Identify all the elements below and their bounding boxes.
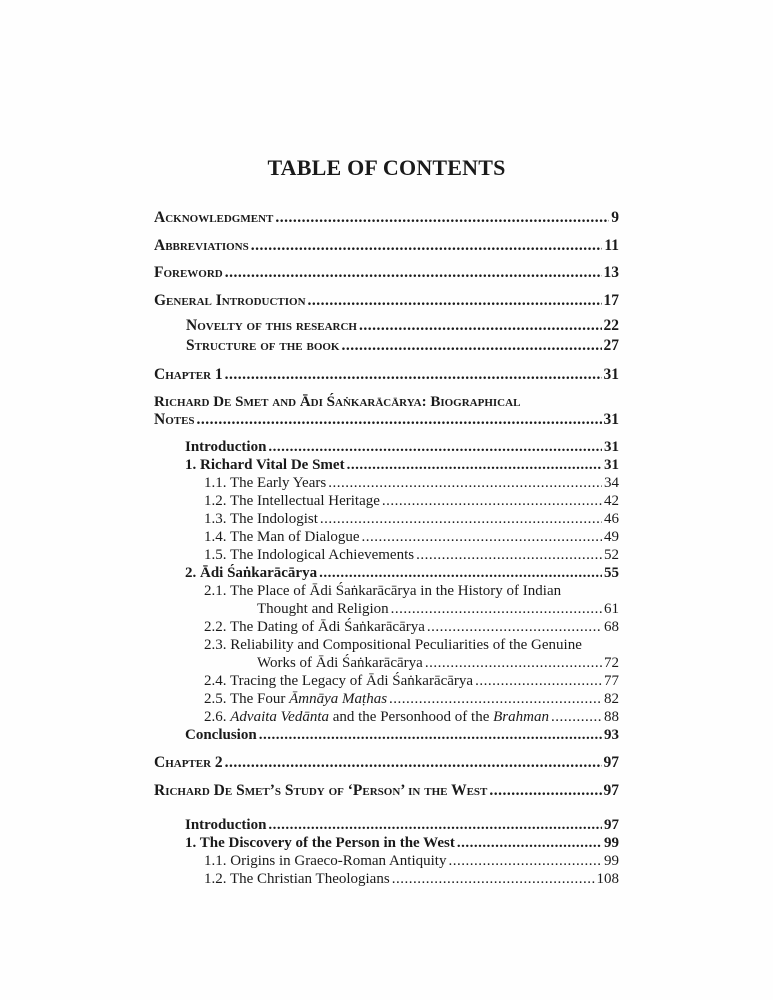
toc-page-number: 97 (603, 754, 619, 771)
dot-leader (308, 292, 602, 310)
toc-entry-ch1-2-1[interactable] (257, 600, 619, 618)
toc-entry-part-2[interactable] (154, 782, 619, 800)
toc-entry-ch1-2-1-line1[interactable]: 2.1. The Place of Ādi Śaṅkarācārya in the History of Indian (204, 583, 562, 599)
toc-page-number: 61 (604, 601, 619, 617)
toc-page-number: 42 (604, 493, 619, 509)
toc-label: Chapter 1 (154, 366, 223, 383)
toc-entry-ch1-2-6[interactable] (204, 708, 619, 726)
toc-page-number: 22 (603, 317, 619, 334)
toc-entry-ch1-1-2[interactable] (204, 492, 619, 510)
dot-leader (382, 492, 602, 510)
toc-label: Conclusion (185, 727, 257, 743)
toc-label: 1.1. Origins in Graeco-Roman Antiquity (204, 853, 447, 869)
toc-page-number: 31 (604, 439, 619, 455)
toc-page-number: 77 (604, 673, 619, 689)
toc-page-number: 9 (611, 209, 619, 226)
toc-page-number: 93 (604, 727, 619, 743)
dot-leader (457, 834, 602, 852)
toc-label: Richard De Smet’s Study of ‘Person’ in the West (154, 782, 488, 799)
toc-entry-ch2-section-1[interactable] (185, 834, 619, 852)
toc-label: 1. Richard Vital De Smet (185, 457, 345, 473)
dot-leader (197, 411, 602, 429)
toc-label: Structure of the book (186, 337, 340, 354)
dot-leader (320, 510, 602, 528)
toc-page-number: 13 (603, 264, 619, 281)
toc-page-number: 31 (604, 457, 619, 473)
toc-label: Acknowledgment (154, 209, 274, 226)
toc-label: 1.2. The Christian Theologians (204, 871, 390, 887)
dot-leader (551, 708, 602, 726)
toc-entry-chapter-1[interactable] (154, 366, 619, 384)
toc-page-number: 17 (603, 292, 619, 309)
toc-entry-part-1[interactable] (154, 411, 619, 429)
toc-page-number: 99 (604, 835, 619, 851)
toc-page-number: 55 (604, 565, 619, 581)
toc-entry-ch2-1-2[interactable] (204, 870, 619, 888)
toc-label: Chapter 2 (154, 754, 223, 771)
toc-page-number: 49 (604, 529, 619, 545)
toc-entry-ch2-1-1[interactable] (204, 852, 619, 870)
toc-entry-ch1-1-3[interactable] (204, 510, 619, 528)
toc-entry-novelty[interactable] (186, 317, 619, 335)
toc-entry-foreword[interactable] (154, 264, 619, 282)
toc-page-number: 88 (604, 709, 619, 725)
toc-label: 1.3. The Indologist (204, 511, 318, 527)
toc-label: 2.4. Tracing the Legacy of Ādi Śaṅkarācārya (204, 673, 474, 689)
toc-page-number: 46 (604, 511, 619, 527)
dot-leader (389, 690, 602, 708)
dot-leader (328, 474, 602, 492)
toc-label: 2.2. The Dating of Ādi Śaṅkarācārya (204, 619, 425, 635)
toc-page-number: 108 (596, 871, 619, 887)
toc-entry-ch1-section-1[interactable] (185, 456, 619, 474)
dot-leader (319, 564, 602, 582)
dot-leader (425, 654, 602, 672)
toc-entry-ch1-2-3[interactable] (257, 654, 619, 672)
page-title: TABLE OF CONTENTS (267, 155, 506, 180)
toc-page-number: 31 (603, 411, 619, 428)
toc-entry-ch1-2-5[interactable] (204, 690, 619, 708)
toc-label: Foreword (154, 264, 223, 281)
toc-entry-abbreviations[interactable] (154, 237, 619, 255)
toc-label: General Introduction (154, 292, 306, 309)
toc-label: Works of Ādi Śaṅkarācārya (257, 655, 423, 671)
dot-leader (251, 237, 603, 255)
toc-entry-chapter-2[interactable] (154, 754, 619, 772)
dot-leader (359, 317, 602, 335)
toc-page-number: 31 (603, 366, 619, 383)
label-text: 2.6. (204, 709, 231, 725)
label-text: and the Personhood of the (328, 709, 494, 725)
dot-leader (362, 528, 602, 546)
dot-leader (392, 870, 595, 888)
toc-page-number: 72 (604, 655, 619, 671)
toc-entry-ch1-2-4[interactable] (204, 672, 619, 690)
toc-label: 1. The Discovery of the Person in the West (185, 835, 455, 851)
dot-leader (391, 600, 602, 618)
dot-leader (225, 754, 602, 772)
toc-label (204, 690, 387, 708)
toc-page-number: 99 (604, 853, 619, 869)
toc-entry-ch1-conclusion[interactable] (185, 726, 619, 744)
toc-label: 1.4. The Man of Dialogue (204, 529, 360, 545)
toc-label: 1.5. The Indological Achievements (204, 547, 415, 563)
toc-label: 2. Ādi Śaṅkarācārya (185, 565, 318, 581)
toc-label (204, 708, 549, 726)
toc-entry-ch1-1-1[interactable] (204, 474, 619, 492)
toc-entry-ch1-introduction[interactable] (185, 438, 619, 456)
dot-leader (416, 546, 602, 564)
toc-label: Abbreviations (154, 237, 249, 254)
toc-entry-general-introduction[interactable] (154, 292, 619, 310)
dot-leader (268, 438, 602, 456)
toc-entry-ch1-2-3-line1[interactable]: 2.3. Reliability and Compositional Peculiarities of the Genuine (204, 637, 582, 653)
toc-entry-ch2-introduction[interactable] (185, 816, 619, 834)
toc-page-number: 97 (603, 782, 619, 799)
dot-leader (259, 726, 602, 744)
toc-page-number: 34 (604, 475, 619, 491)
toc-entry-ch1-2-2[interactable] (204, 618, 619, 636)
dot-leader (475, 672, 602, 690)
toc-label: 1.2. The Intellectual Heritage (204, 493, 380, 509)
toc-entry-structure[interactable] (186, 337, 619, 355)
label-text: 2.5. The Four (204, 691, 290, 707)
toc-page-number: 68 (604, 619, 619, 635)
dot-leader (268, 816, 602, 834)
toc-label: Notes (154, 411, 195, 428)
toc-page-number: 82 (604, 691, 619, 707)
dot-leader (427, 618, 602, 636)
dot-leader (342, 337, 602, 355)
toc-page-number: 11 (604, 237, 619, 254)
label-italic-text: Brahman (493, 709, 549, 725)
toc-label: 1.1. The Early Years (204, 475, 327, 491)
dot-leader (489, 782, 601, 800)
toc-part-title-1-line1[interactable]: Richard De Smet and Ādi Śaṅkarācārya: Biographical (154, 394, 521, 410)
toc-entry-ch1-section-2[interactable] (185, 564, 619, 582)
toc-page-number: 97 (604, 817, 619, 833)
toc-label: Introduction (185, 439, 267, 455)
label-italic-text: Advaita Vedānta (230, 709, 329, 725)
label-italic-text: Āmnāya Maṭhas (289, 691, 388, 707)
toc-label: Thought and Religion (257, 601, 389, 617)
dot-leader (448, 852, 602, 870)
dot-leader (347, 456, 602, 474)
toc-entry-ch1-1-5[interactable] (204, 546, 619, 564)
dot-leader (225, 264, 602, 282)
toc-entry-ch1-1-4[interactable] (204, 528, 619, 546)
dot-leader (275, 209, 609, 227)
toc-label: Novelty of this research (186, 317, 357, 334)
toc-label: Introduction (185, 817, 267, 833)
dot-leader (225, 366, 602, 384)
toc-page-number: 52 (604, 547, 619, 563)
toc-page-number: 27 (603, 337, 619, 354)
toc-entry-acknowledgment[interactable] (154, 209, 619, 227)
